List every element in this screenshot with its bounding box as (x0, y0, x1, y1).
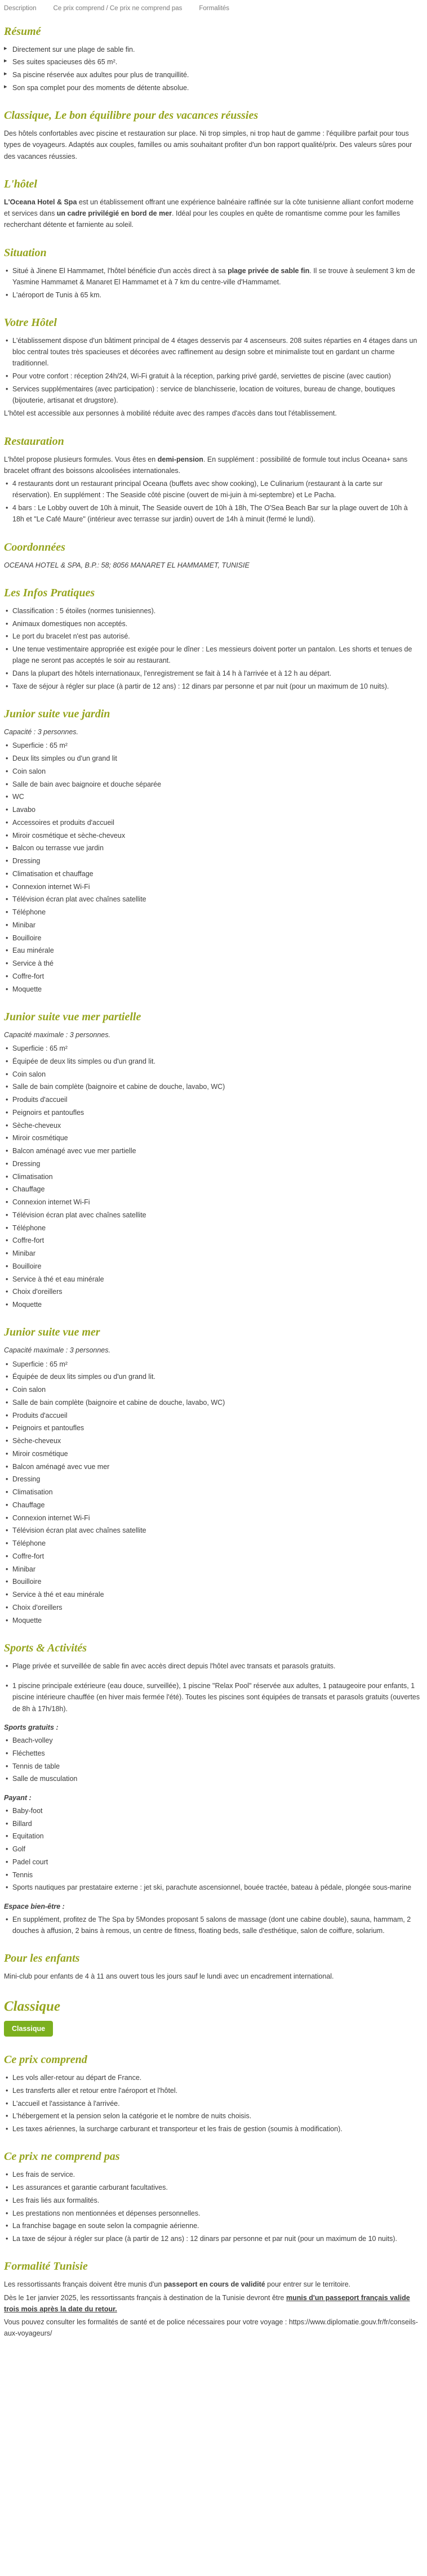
amenity-item: • Salle de bain complète (baignoire et cabine de douche, lavabo, WC) (4, 1081, 421, 1092)
amenity-item: • Équipée de deux lits simples ou d'un grand lit. (4, 1371, 421, 1382)
amenity-item: • Sèche-cheveux (4, 1120, 421, 1131)
formalites-link-label: Vous pouvez consulter les formalités de santé et de police nécessaires pour votre voyage : (4, 2318, 287, 2327)
section-prix-comprend (4, 2053, 421, 2135)
amenity-item: • Bouilloire (4, 1261, 421, 1272)
classique-intro-title: Classique, Le bon équilibre pour des vacances réussies (4, 109, 259, 122)
formalites-paragraph-3 (4, 2316, 421, 2340)
top-anchor-nav (4, 2, 421, 17)
amenity-item: • Lavabo (4, 804, 421, 815)
votre-hotel-title: Votre Hôtel (4, 316, 57, 329)
accessibility-note: L'hôtel est accessible aux personnes à mobilité réduite avec des rampes d'accès dans tout l'établissement. (4, 409, 337, 418)
amenity-item: • WC (4, 791, 421, 802)
prix-item: • L'hébergement et la pension selon la catégorie et le nombre de nuits choisis. (4, 2110, 421, 2122)
section-restauration (4, 435, 421, 525)
suite-mer-amenities (4, 1359, 421, 1626)
sports-item: • Fléchettes (4, 1748, 421, 1759)
amenity-item: • Télévision écran plat avec chaînes satellite (4, 1209, 421, 1221)
amenity-item: • Connexion internet Wi-Fi (4, 881, 421, 892)
prix-item: • Les frais de service. (4, 2169, 421, 2180)
sports-item: • Padel court (4, 1856, 421, 1868)
amenity-item: • Connexion internet Wi-Fi (4, 1512, 421, 1524)
section-prix-ne-comprend-pas (4, 2150, 421, 2244)
amenity-item: • Chauffage (4, 1499, 421, 1511)
hotel-paragraph: L'Oceana Hotel & Spa est un établissement offrant une expérience balnéaire raffinée sur la côte tunisienne alliant confort moderne et services dans un cadre privilégié en bord de mer. Idéal pour les couples en quête de romantisme comme pour les familles recherchant détente et farniente au soleil. (4, 198, 414, 229)
sports-paid-list (4, 1805, 421, 1894)
amenity-item: • Minibar (4, 1248, 421, 1259)
amenity-item: • Service à thé et eau minérale (4, 1274, 421, 1285)
infos-item: • Le port du bracelet n'est pas autorisé. (4, 631, 421, 642)
resume-highlights-list (4, 44, 421, 94)
amenity-item: • Service à thé et eau minérale (4, 1589, 421, 1600)
sports-item: • Salle de musculation (4, 1773, 421, 1784)
amenity-item: • Deux lits simples ou d'un grand lit (4, 753, 421, 764)
amenity-item: • Moquette (4, 984, 421, 995)
amenity-item: • Connexion internet Wi-Fi (4, 1197, 421, 1208)
enfants-title: Pour les enfants (4, 1952, 80, 1965)
sports-pools-list (4, 1680, 421, 1715)
infos-item: • Dans la plupart des hôtels internationaux, l'enregistrement se fait à 14 h à l'arrivée et à 12 h au départ. (4, 668, 421, 679)
sports-item: • Tennis de table (4, 1761, 421, 1772)
amenity-item: • Télévision écran plat avec chaînes satellite (4, 1525, 421, 1536)
amenity-item: • Coffre-fort (4, 1235, 421, 1246)
highlight-item: ▸ Sa piscine réservée aux adultes pour plus de tranquillité. (4, 69, 421, 81)
suite-jardin-capacity: Capacité : 3 personnes. (4, 728, 79, 736)
hotel-title: L'hôtel (4, 177, 37, 190)
prix-item: • Les prestations non mentionnées et dépenses personnelles. (4, 2208, 421, 2219)
suite-jardin-amenities (4, 740, 421, 995)
section-suite-mer (4, 1325, 421, 1626)
amenity-item: • Coin salon (4, 1069, 421, 1080)
sports-title: Sports & Activités (4, 1641, 87, 1654)
section-sports-activites (4, 1641, 421, 1937)
infos-item: • Classification : 5 étoiles (normes tunisiennes). (4, 605, 421, 617)
votre-hotel-list (4, 335, 421, 407)
sports-item: • Golf (4, 1843, 421, 1855)
highlight-item: ▸ Directement sur une plage de sable fin. (4, 44, 421, 55)
amenity-item: • Eau minérale (4, 945, 421, 956)
wellness-list (4, 1914, 421, 1937)
highlight-item: ▸ Son spa complet pour des moments de détente absolue. (4, 82, 421, 93)
section-classique-intro (4, 109, 421, 162)
section-classique-badge (4, 1998, 421, 2038)
enfants-paragraph: Mini-club pour enfants de 4 à 11 ans ouvert tous les jours sauf le lundi avec un encadrement international. (4, 1972, 334, 1981)
section-coordonnees (4, 541, 421, 571)
amenity-item: • Équipée de deux lits simples ou d'un grand lit. (4, 1056, 421, 1067)
amenity-item: • Salle de bain avec baignoire et douche séparée (4, 779, 421, 790)
restauration-paragraph: L'hôtel propose plusieurs formules. Vous êtes en demi-pension. En supplément : possibilité de formule tout inclus Oceana+ sans bracelet offrant des boissons alcoolisées internationales. (4, 455, 408, 475)
prix-item: • Les assurances et garantie carburant facultatives. (4, 2182, 421, 2193)
amenity-item: • Téléphone (4, 1222, 421, 1234)
classique-badge: Classique (4, 2021, 53, 2037)
classique-intro-paragraph: Des hôtels confortables avec piscine et restauration sur place. Ni trop simples, ni trop haut de gamme : l'équilibre parfait pour tous types de voyageurs. Adaptés aux couples, familles ou amis souhaitant profiter d'un bon rapport qualité/prix. Des valeurs sûres pour des vacances réussies. (4, 130, 412, 160)
section-infos-pratiques (4, 586, 421, 692)
suite-jardin-title: Junior suite vue jardin (4, 708, 110, 721)
prix-item: • L'accueil et l'assistance à l'arrivée. (4, 2098, 421, 2109)
sports-item: • Tennis (4, 1869, 421, 1881)
wellness-item: • En supplément, profitez de The Spa by 5Mondes proposant 5 salons de massage (dont une cabine double), sauna, hammam, 2 douches à affusion, 2 bains à remous, un centre de fitness, floating beds, salle d'esthétique, salon de coiffure, solarium. (4, 1914, 421, 1937)
amenity-item: • Produits d'accueil (4, 1094, 421, 1105)
section-formalites (4, 2260, 421, 2339)
nav-anchor-link[interactable]: Description (4, 5, 37, 12)
amenity-item: • Superficie : 65 m² (4, 1043, 421, 1054)
prix-item: • Les transferts aller et retour entre l'aéroport et l'hôtel. (4, 2085, 421, 2096)
votre-hotel-item: • L'établissement dispose d'un bâtiment principal de 4 étages desservis par 4 ascenseurs. 208 suites réparties en 4 étages dans un bloc central toutes très spacieuses et décorées avec raffinement au design sobre et minimaliste tout en gardant un charme traditionnel. (4, 335, 421, 369)
amenity-item: • Coin salon (4, 766, 421, 777)
resume-title: Résumé (4, 25, 41, 38)
sports-item: • 1 piscine principale extérieure (eau douce, surveillée), 1 piscine "Relax Pool" réservée aux adultes, 1 pataugeoire pour enfants, 1 piscine intérieure chauffée (en hiver mais fermée l'été). Toutes les piscines sont équipées de transats et parasols gratuits (ouvertes de 8h à 17h/18h). (4, 1680, 421, 1715)
prix-item: • Les vols aller-retour au départ de France. (4, 2072, 421, 2083)
amenity-item: • Bouilloire (4, 1576, 421, 1587)
situation-list (4, 265, 421, 301)
restauration-item: • 4 bars : Le Lobby ouvert de 10h à minuit, The Seaside ouvert de 10h à 18h, The O'Sea Beach Bar sur la plage ouvert de 10h à 18h et "Le Café Maure" (intérieur avec terrasse sur jardin) ouvert de 14h à minuit (fermé le lundi). (4, 502, 421, 525)
suite-mer-title: Junior suite vue mer (4, 1326, 100, 1339)
suite-mer-capacity: Capacité maximale : 3 personnes. (4, 1346, 110, 1355)
amenity-item: • Climatisation et chauffage (4, 868, 421, 879)
prix-ne-comprend-pas-title: Ce prix ne comprend pas (4, 2150, 120, 2163)
amenity-item: • Moquette (4, 1615, 421, 1626)
situation-item: • L'aéroport de Tunis à 65 km. (4, 289, 421, 301)
sports-paid-label: Payant : (4, 1793, 32, 1802)
sports-beach-list (4, 1660, 421, 1672)
amenity-item: • Superficie : 65 m² (4, 740, 421, 751)
sports-item: • Baby-foot (4, 1805, 421, 1816)
amenity-item: • Climatisation (4, 1171, 421, 1182)
wellness-label: Espace bien-être : (4, 1902, 65, 1910)
sports-item: • Equitation (4, 1831, 421, 1842)
amenity-item: • Bouilloire (4, 932, 421, 944)
amenity-item: • Coin salon (4, 1384, 421, 1395)
amenity-item: • Miroir cosmétique et sèche-cheveux (4, 830, 421, 841)
infos-list (4, 605, 421, 692)
travel-advice-link[interactable]: https://www.diplomatie.gouv.fr/fr/conseils-aux-voyageurs/ (4, 2318, 418, 2338)
formalites-paragraph-2: Dès le 1er janvier 2025, les ressortissants français à destination de la Tunisie devront être munis d'un passeport français valide trois mois après la date du retour. (4, 2293, 410, 2313)
sports-free-list (4, 1735, 421, 1785)
sports-item: • Sports nautiques par prestataire externe : jet ski, parachute ascensionnel, bouée tractée, bateau à pédale, plongée sous-marine (4, 1882, 421, 1893)
section-votre-hotel (4, 316, 421, 419)
amenity-item: • Salle de bain complète (baignoire et cabine de douche, lavabo, WC) (4, 1397, 421, 1408)
infos-item: • Taxe de séjour à régler sur place (à partir de 12 ans) : 12 dinars par personne et par nuit (pour un maximum de 10 nuits). (4, 681, 421, 692)
amenity-item: • Balcon aménagé avec vue mer (4, 1461, 421, 1472)
amenity-item: • Télévision écran plat avec chaînes satellite (4, 894, 421, 905)
amenity-item: • Peignoirs et pantoufles (4, 1107, 421, 1118)
amenity-item: • Téléphone (4, 1538, 421, 1549)
sports-free-label: Sports gratuits : (4, 1723, 59, 1731)
coordonnees-title: Coordonnées (4, 541, 65, 553)
section-resume (4, 25, 421, 94)
amenity-item: • Peignoirs et pantoufles (4, 1422, 421, 1434)
amenity-item: • Balcon aménagé avec vue mer partielle (4, 1145, 421, 1157)
votre-hotel-item: • Pour votre confort : réception 24h/24, Wi-Fi gratuit à la réception, parking privé gardé, serviettes de piscine (avec caution) (4, 370, 421, 382)
amenity-item: • Choix d'oreillers (4, 1602, 421, 1613)
section-enfants (4, 1952, 421, 1982)
prix-comprend-title: Ce prix comprend (4, 2053, 87, 2066)
classique-title: Classique (4, 1998, 61, 2014)
amenity-item: • Minibar (4, 919, 421, 931)
section-hotel (4, 177, 421, 231)
highlight-item: ▸ Ses suites spacieuses dès 65 m². (4, 56, 421, 68)
prix-item: • Les frais liés aux formalités. (4, 2195, 421, 2206)
restauration-item: • 4 restaurants dont un restaurant principal Oceana (buffets avec show cooking), Le Culinarium (restaurant à la carte sur réservation). En supplément : The Seaside côté piscine (ouvert de mi-juin à mi-septembre) et Le Pacha. (4, 478, 421, 501)
sports-item: • Plage privée et surveillée de sable fin avec accès direct depuis l'hôtel avec transats et parasols gratuits. (4, 1660, 421, 1672)
suite-mer-partielle-amenities (4, 1043, 421, 1310)
prix-comprend-list (4, 2072, 421, 2135)
amenity-item: • Coffre-fort (4, 1551, 421, 1562)
amenity-item: • Produits d'accueil (4, 1410, 421, 1421)
amenity-item: • Dressing (4, 1474, 421, 1485)
amenity-item: • Accessoires et produits d'accueil (4, 817, 421, 828)
prix-item: • Les taxes aériennes, la surcharge carburant et transporteur et les frais de gestion (soumis à modification). (4, 2123, 421, 2135)
amenity-item: • Service à thé (4, 958, 421, 969)
amenity-item: • Balcon ou terrasse vue jardin (4, 842, 421, 854)
votre-hotel-item: • Services supplémentaires (avec participation) : service de blanchisserie, location de voitures, bureau de change, boutiques (bijouterie, artisanat et drugstore). (4, 383, 421, 407)
prix-item: • La franchise bagage en soute selon la compagnie aérienne. (4, 2220, 421, 2231)
formalites-title: Formalité Tunisie (4, 2260, 88, 2273)
amenity-item: • Choix d'oreillers (4, 1286, 421, 1297)
sports-item: • Beach-volley (4, 1735, 421, 1746)
amenity-item: • Téléphone (4, 907, 421, 918)
amenity-item: • Sèche-cheveux (4, 1435, 421, 1447)
amenity-item: • Minibar (4, 1564, 421, 1575)
infos-item: • Une tenue vestimentaire appropriée est exigée pour le dîner : Les messieurs doivent porter un pantalon. Les shorts et tenues de plage ne seront pas acceptés le soir au restaurant. (4, 644, 421, 667)
situation-item: • Situé à Jinene El Hammamet, l'hôtel bénéficie d'un accès direct à sa plage privée de sable fin. Il se trouve à seulement 3 km de Yasmine Hammamet & Manaret El Hammamet et à 7 km du centre-ville d'Hammamet. (4, 265, 421, 288)
restauration-list (4, 478, 421, 525)
prix-item: • La taxe de séjour à régler sur place (à partir de 12 ans) : 12 dinars par personne et par nuit (pour un maximum de 10 nuits). (4, 2233, 421, 2244)
amenity-item: • Miroir cosmétique (4, 1448, 421, 1459)
situation-title: Situation (4, 246, 47, 259)
hotel-address: OCEANA HOTEL & SPA, B.P.: 58; 8056 MANARET EL HAMMAMET, TUNISIE (4, 561, 250, 569)
amenity-item: • Chauffage (4, 1184, 421, 1195)
restauration-title: Restauration (4, 435, 64, 448)
amenity-item: • Miroir cosmétique (4, 1132, 421, 1144)
nav-anchor-link[interactable]: Ce prix comprend / Ce prix ne comprend pas (53, 5, 183, 12)
section-suite-mer-partielle (4, 1010, 421, 1311)
amenity-item: • Climatisation (4, 1486, 421, 1498)
amenity-item: • Superficie : 65 m² (4, 1359, 421, 1370)
amenity-item: • Dressing (4, 855, 421, 867)
infos-title: Les Infos Pratiques (4, 586, 95, 599)
prix-ne-comprend-pas-list (4, 2169, 421, 2244)
suite-mer-partielle-capacity: Capacité maximale : 3 personnes. (4, 1030, 110, 1039)
amenity-item: • Moquette (4, 1299, 421, 1310)
amenity-item: • Coffre-fort (4, 971, 421, 982)
nav-anchor-link[interactable]: Formalités (199, 5, 230, 12)
sports-item: • Billard (4, 1818, 421, 1829)
suite-mer-partielle-title: Junior suite vue mer partielle (4, 1010, 141, 1023)
formalites-paragraph-1: Les ressortissants français doivent être munis d'un passeport en cours de validité pour entrer sur le territoire. (4, 2280, 351, 2289)
section-suite-jardin (4, 707, 421, 995)
section-situation (4, 246, 421, 301)
infos-item: • Animaux domestiques non acceptés. (4, 618, 421, 630)
amenity-item: • Dressing (4, 1158, 421, 1169)
